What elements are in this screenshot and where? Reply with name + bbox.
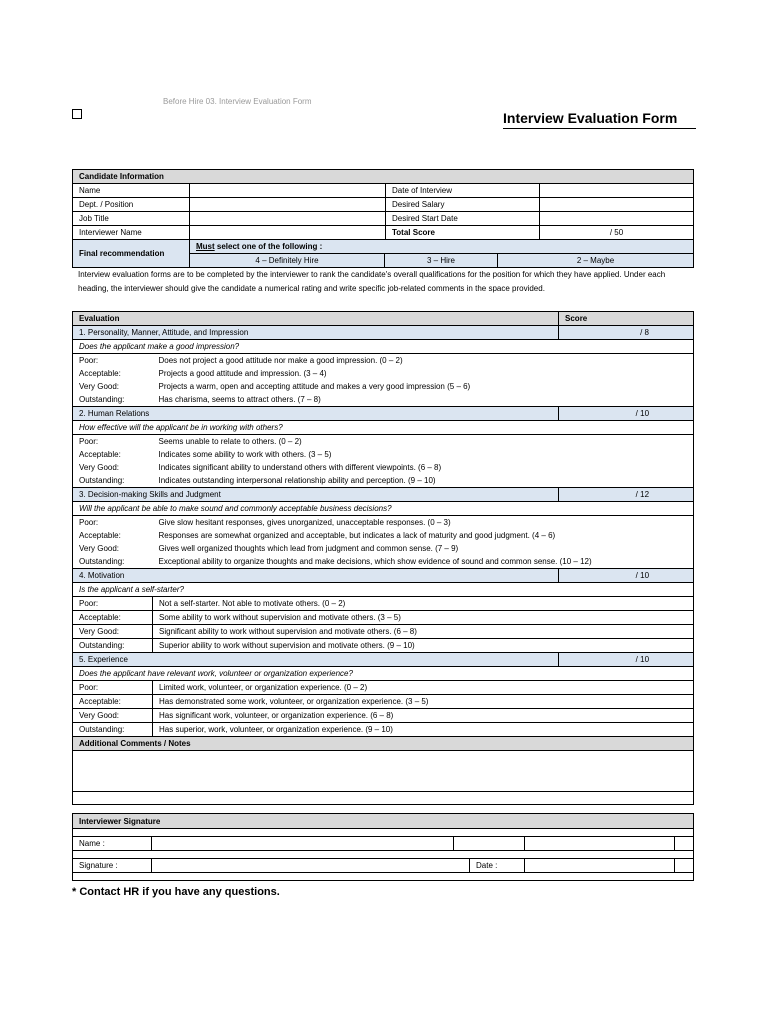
rating-description: Significant ability to work without supervision and motivate others. (6 – 8) — [153, 625, 694, 639]
evaluation-header: Evaluation — [73, 312, 559, 326]
job-title-field[interactable] — [190, 212, 386, 226]
rating-description: Does not project a good attitude nor make a good impression. (0 – 2) — [153, 354, 694, 368]
total-score-value[interactable]: / 50 — [540, 226, 694, 240]
rating-row — [73, 367, 694, 380]
evaluation-table — [72, 311, 694, 805]
rating-label: Poor: — [73, 516, 153, 530]
interviewer-name-field[interactable] — [190, 226, 386, 240]
rating-row — [73, 435, 694, 449]
document-label: Before Hire 03. Interview Evaluation Form — [163, 97, 312, 106]
rating-label: Acceptable: — [73, 529, 153, 542]
rating-description: Give slow hesitant responses, gives unorganized, unacceptable responses. (0 – 3) — [153, 516, 694, 530]
rating-row — [73, 380, 694, 393]
rating-description: Indicates some ability to work with others. (3 – 5) — [153, 448, 694, 461]
section-question: Does the applicant make a good impression? — [73, 340, 694, 354]
section-question: Will the applicant be able to make sound and commonly acceptable business decisions? — [73, 502, 694, 516]
candidate-section-title: Candidate Information — [73, 170, 694, 184]
rating-row — [73, 709, 694, 723]
section-question: Is the applicant a self-starter? — [73, 583, 694, 597]
rating-row — [73, 681, 694, 695]
rating-row — [73, 448, 694, 461]
page-title: Interview Evaluation Form — [503, 110, 678, 126]
rating-row — [73, 529, 694, 542]
name-label: Name : — [73, 837, 152, 851]
dept-position-field[interactable] — [190, 198, 386, 212]
candidate-row — [73, 198, 694, 212]
signature-spacer — [73, 829, 694, 837]
rating-description: Exceptional ability to organize thoughts and make decisions, which show evidence of sound and common sense. (10 – 12) — [153, 555, 694, 569]
field-label: Interviewer Name — [73, 226, 190, 240]
instructions-text: Interview evaluation forms are to be completed by the interviewer to rank the candidate's overall qualifications for the position for which they have applied. Under each heading, the interviewer should give the candidate a numerical rating and write specific job-related comments in the space provided. — [78, 270, 666, 293]
rating-description: Limited work, volunteer, or organization experience. (0 – 2) — [153, 681, 694, 695]
rating-label: Outstanding: — [73, 555, 153, 569]
field-label: Desired Start Date — [386, 212, 540, 226]
signature-table — [72, 813, 694, 881]
score-header: Score — [559, 312, 694, 326]
rating-row — [73, 639, 694, 653]
section-header-row — [73, 326, 694, 340]
rating-label: Outstanding: — [73, 639, 153, 653]
section-header-row — [73, 653, 694, 667]
comments-spacer — [73, 792, 694, 805]
signature-header: Interviewer Signature — [73, 814, 694, 829]
rating-label: Acceptable: — [73, 695, 153, 709]
rating-description: Projects a warm, open and accepting attitude and makes a very good impression (5 – 6) — [153, 380, 694, 393]
desired-salary-field[interactable] — [540, 198, 694, 212]
comments-area[interactable] — [73, 751, 694, 792]
blank-cell — [454, 837, 525, 851]
name-field[interactable] — [190, 184, 386, 198]
section-score[interactable]: / 10 — [559, 569, 694, 583]
final-recommendation-label: Final recommendation — [73, 240, 190, 268]
rating-label: Poor: — [73, 354, 153, 368]
option-maybe[interactable]: 2 – Maybe — [498, 254, 694, 268]
rating-description: Seems unable to relate to others. (0 – 2) — [153, 435, 694, 449]
date-of-interview-field[interactable] — [540, 184, 694, 198]
field-label: Job Title — [73, 212, 190, 226]
blank-cell — [525, 837, 675, 851]
section-question-row — [73, 583, 694, 597]
rating-description: Projects a good attitude and impression. (3 – 4) — [153, 367, 694, 380]
rating-label: Poor: — [73, 681, 153, 695]
rating-description: Superior ability to work without supervision and motivate others. (9 – 10) — [153, 639, 694, 653]
rating-row — [73, 695, 694, 709]
section-score[interactable]: / 10 — [559, 653, 694, 667]
rating-label: Very Good: — [73, 625, 153, 639]
field-label: Name — [73, 184, 190, 198]
section-header-row — [73, 407, 694, 421]
rating-label: Acceptable: — [73, 448, 153, 461]
section-question-row — [73, 667, 694, 681]
section-question-row — [73, 421, 694, 435]
section-question: Does the applicant have relevant work, volunteer or organization experience? — [73, 667, 694, 681]
rating-description: Has superior, work, volunteer, or organization experience. (9 – 10) — [153, 723, 694, 737]
section-title: 2. Human Relations — [73, 407, 559, 421]
rating-row — [73, 723, 694, 737]
rating-description: Indicates significant ability to understand others with different viewpoints. (6 – 8) — [153, 461, 694, 474]
rating-label: Very Good: — [73, 461, 153, 474]
interviewer-name-input[interactable] — [152, 837, 454, 851]
section-question-row — [73, 340, 694, 354]
rating-description: Responses are somewhat organized and acceptable, but indicates a lack of maturity and good judgment. (4 – 6) — [153, 529, 694, 542]
signature-spacer — [73, 873, 694, 881]
section-header-row — [73, 488, 694, 502]
rating-row — [73, 354, 694, 368]
section-title: 3. Decision-making Skills and Judgment — [73, 488, 559, 502]
rating-label: Acceptable: — [73, 611, 153, 625]
date-label: Date : — [470, 859, 525, 873]
field-label: Date of Interview — [386, 184, 540, 198]
section-header-row — [73, 569, 694, 583]
rating-label: Very Good: — [73, 380, 153, 393]
option-definitely-hire[interactable]: 4 – Definitely Hire — [190, 254, 385, 268]
section-score[interactable]: / 10 — [559, 407, 694, 421]
rating-description: Has charisma, seems to attract others. (7 – 8) — [153, 393, 694, 407]
rating-label: Outstanding: — [73, 393, 153, 407]
rating-label: Acceptable: — [73, 367, 153, 380]
comments-header: Additional Comments / Notes — [73, 737, 694, 751]
section-question-row — [73, 502, 694, 516]
footer-note: * Contact HR if you have any questions. — [72, 886, 280, 898]
title-underline — [503, 128, 696, 129]
must-word: Must — [196, 242, 215, 251]
field-label: Desired Salary — [386, 198, 540, 212]
blank-cell — [675, 837, 694, 851]
rating-row — [73, 461, 694, 474]
option-hire[interactable]: 3 – Hire — [385, 254, 498, 268]
rating-row — [73, 625, 694, 639]
rating-label: Very Good: — [73, 542, 153, 555]
rating-description: Has significant work, volunteer, or organization experience. (6 – 8) — [153, 709, 694, 723]
rating-label: Outstanding: — [73, 723, 153, 737]
blank-cell — [675, 859, 694, 873]
rating-label: Outstanding: — [73, 474, 153, 488]
rating-description: Indicates outstanding interpersonal relationship ability and perception. (9 – 10) — [153, 474, 694, 488]
rating-description: Has demonstrated some work, volunteer, or organization experience. (3 – 5) — [153, 695, 694, 709]
candidate-row — [73, 184, 694, 198]
rating-label: Poor: — [73, 597, 153, 611]
checkbox-icon[interactable] — [72, 109, 82, 119]
rating-description: Gives well organized thoughts which lead from judgment and common sense. (7 – 9) — [153, 542, 694, 555]
section-score[interactable]: / 12 — [559, 488, 694, 502]
must-rest: select one of the following : — [214, 242, 323, 251]
rating-row — [73, 611, 694, 625]
candidate-row — [73, 226, 694, 240]
must-select-note — [190, 240, 694, 254]
candidate-row — [73, 212, 694, 226]
field-label: Total Score — [386, 226, 540, 240]
rating-description: Not a self-starter. Not able to motivate others. (0 – 2) — [153, 597, 694, 611]
rating-row — [73, 597, 694, 611]
rating-row — [73, 516, 694, 530]
signature-label: Signature : — [73, 859, 152, 873]
signature-input[interactable] — [152, 859, 470, 873]
rating-row — [73, 474, 694, 488]
rating-description: Some ability to work without supervision and motivate others. (3 – 5) — [153, 611, 694, 625]
section-title: 1. Personality, Manner, Attitude, and Impression — [73, 326, 559, 340]
rating-label: Very Good: — [73, 709, 153, 723]
section-question: How effective will the applicant be in working with others? — [73, 421, 694, 435]
rating-row — [73, 542, 694, 555]
candidate-info-table — [72, 169, 694, 268]
rating-row — [73, 393, 694, 407]
section-title: 5. Experience — [73, 653, 559, 667]
rating-row — [73, 555, 694, 569]
signature-spacer — [73, 851, 694, 859]
signature-date-input[interactable] — [525, 859, 675, 873]
desired-start-date-field[interactable] — [540, 212, 694, 226]
section-score[interactable]: / 8 — [559, 326, 694, 340]
rating-label: Poor: — [73, 435, 153, 449]
field-label: Dept. / Position — [73, 198, 190, 212]
section-title: 4. Motivation — [73, 569, 559, 583]
